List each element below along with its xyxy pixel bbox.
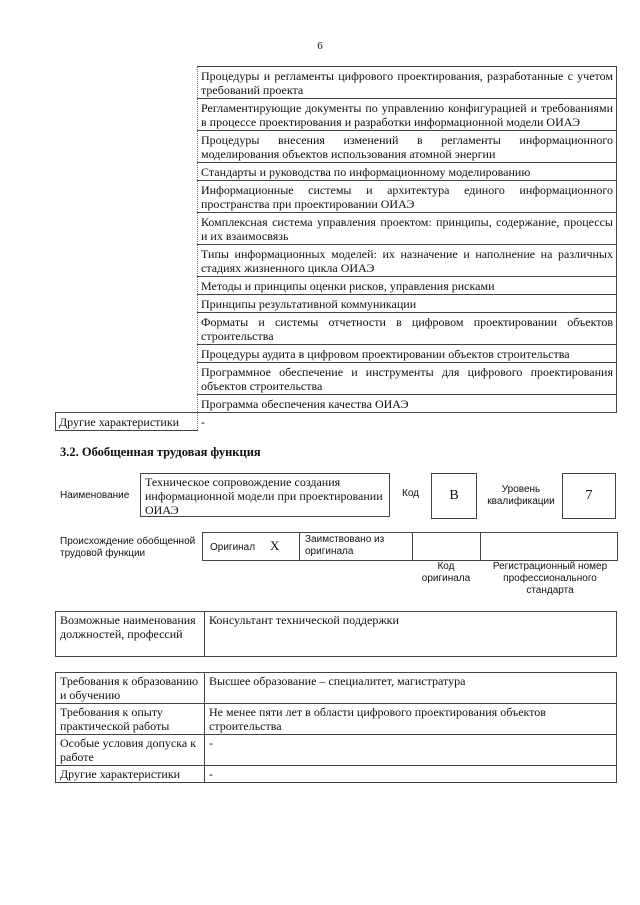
table-key-cell	[56, 67, 198, 413]
requirement-label: Требования к образованию и обучению	[56, 673, 205, 704]
table-cell: Принципы результативной коммуникации	[198, 295, 617, 313]
reg-number-label: Регистрационный номер профессионального стандарта	[492, 561, 608, 596]
level-label: Уровень квалификации	[487, 484, 555, 507]
knowledge-table	[55, 66, 617, 431]
origin-label: Происхождение обобщенной трудовой функции	[60, 536, 196, 559]
requirement-value: -	[205, 735, 617, 766]
table-cell: Типы информационных моделей: их назначение и наполнение на различных стадиях жизненного цикла ОИАЭ	[198, 245, 617, 277]
requirement-value: -	[205, 766, 617, 783]
code-original-label: Код оригинала	[421, 561, 471, 584]
table-cell: Программное обеспечение и инструменты для цифрового проектирования объектов строительства	[198, 363, 617, 395]
code-label: Код	[402, 488, 420, 499]
table-cell: Процедуры внесения изменений в регламенты информационного моделирования объектов использования атомной энергии	[198, 131, 617, 163]
table-cell: Регламентирующие документы по управлению конфигурацией и требованиями в процессе проектирования и разработки информационной модели ОИАЭ	[198, 99, 617, 131]
table-cell: Процедуры аудита в цифровом проектировании объектов строительства	[198, 345, 617, 363]
table-cell: Комплексная система управления проектом: принципы, содержание, процессы и их взаимосвязь	[198, 213, 617, 245]
table-cell: Методы и принципы оценки рисков, управления рисками	[198, 277, 617, 295]
positions-label: Возможные наименования должностей, профессий	[56, 612, 205, 657]
table-row	[56, 735, 617, 766]
requirement-label: Другие характеристики	[56, 766, 205, 783]
table-row	[56, 67, 617, 99]
level-box: 7	[562, 473, 616, 519]
table-row	[56, 612, 617, 657]
requirement-value: Не менее пяти лет в области цифрового проектирования объектов строительства	[205, 704, 617, 735]
requirement-value: Высшее образование – специалитет, магистратура	[205, 673, 617, 704]
borrowed-label: Заимствовано из оригинала	[305, 534, 385, 557]
table-row	[56, 704, 617, 735]
requirements-table	[55, 672, 617, 783]
requirement-label: Особые условия допуска к работе	[56, 735, 205, 766]
page-number: 6	[317, 40, 323, 52]
positions-table	[55, 611, 617, 657]
origin-grid	[202, 532, 618, 561]
other-characteristics-label: Другие характеристики	[56, 413, 198, 431]
table-row	[56, 413, 617, 431]
positions-value: Консультант технической поддержки	[205, 612, 617, 657]
function-name-box: Техническое сопровождение создания информационной модели при проектировании ОИАЭ	[140, 473, 390, 517]
original-mark: X	[270, 538, 280, 553]
table-cell: Информационные системы и архитектура единого информационного пространства при проектировании ОИАЭ	[198, 181, 617, 213]
requirement-label: Требования к опыту практической работы	[56, 704, 205, 735]
code-box: B	[431, 473, 477, 519]
table-row	[56, 766, 617, 783]
section-heading: 3.2. Обобщенная трудовая функция	[60, 445, 261, 459]
table-cell: Программа обеспечения качества ОИАЭ	[198, 395, 617, 413]
other-characteristics-value: -	[198, 413, 617, 431]
name-label: Наименование	[60, 490, 130, 501]
table-cell: Процедуры и регламенты цифрового проектирования, разработанные с учетом требований проекта	[198, 67, 617, 99]
table-cell: Форматы и системы отчетности в цифровом проектировании объектов строительства	[198, 313, 617, 345]
table-row	[56, 673, 617, 704]
original-label: Оригинал	[210, 542, 256, 553]
table-cell: Стандарты и руководства по информационному моделированию	[198, 163, 617, 181]
